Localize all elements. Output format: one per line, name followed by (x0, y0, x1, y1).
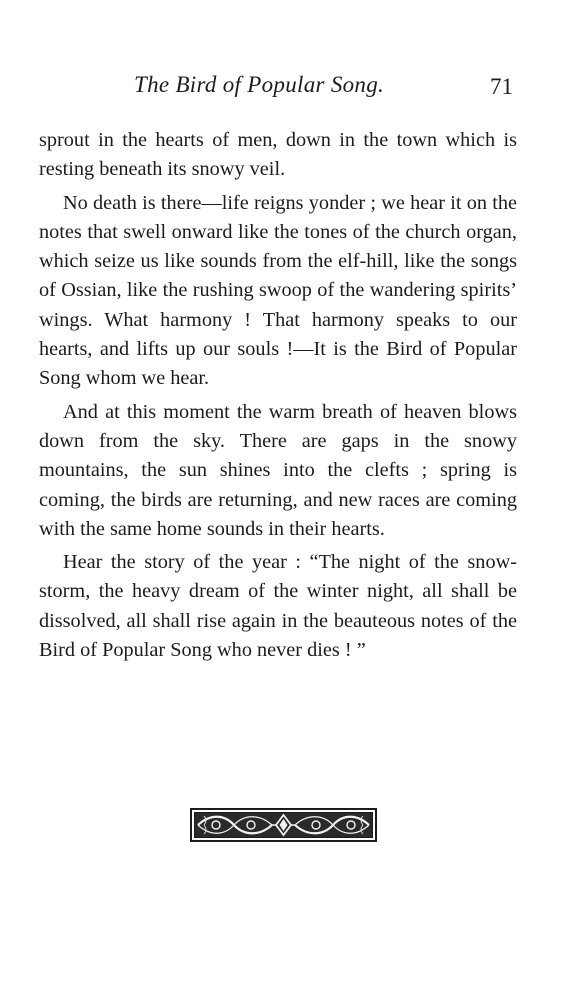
body-text (39, 126, 517, 665)
running-head (38, 72, 549, 104)
running-title: The Bird of Popular Song. (134, 72, 385, 97)
paragraph: And at this moment the warm breath of heaven blows down from the sky. There are gaps in the snowy mountains, the sun shines into the clefts ; spring is coming, the birds are returning, and new races are coming with the same home sounds in their hearts. (39, 400, 517, 540)
page-number: 71 (490, 74, 513, 99)
paragraph: Hear the story of the year : “The night of the snow-storm, the heavy dream of the winter night, all shall be dissolved, all shall rise again in the beauteous notes of the Bird of Popular Song who never dies ! ” (39, 551, 517, 662)
decorative-tailpiece-ornament-icon (190, 808, 377, 842)
paragraph: sprout in the hearts of men, down in the town which is resting beneath its snowy veil. (39, 129, 517, 181)
paragraph: No death is there—life reigns yonder ; we hear it on the notes that swell onward like the tones of the church organ, which seize us like sounds from the elf-hill, like the songs of Ossian, like the rushing swoop of the wandering spirits’ wings. What harmony ! That harmony speaks to our hearts, and lifts up our souls !—It is the Bird of Popular Song whom we hear. (39, 191, 517, 390)
